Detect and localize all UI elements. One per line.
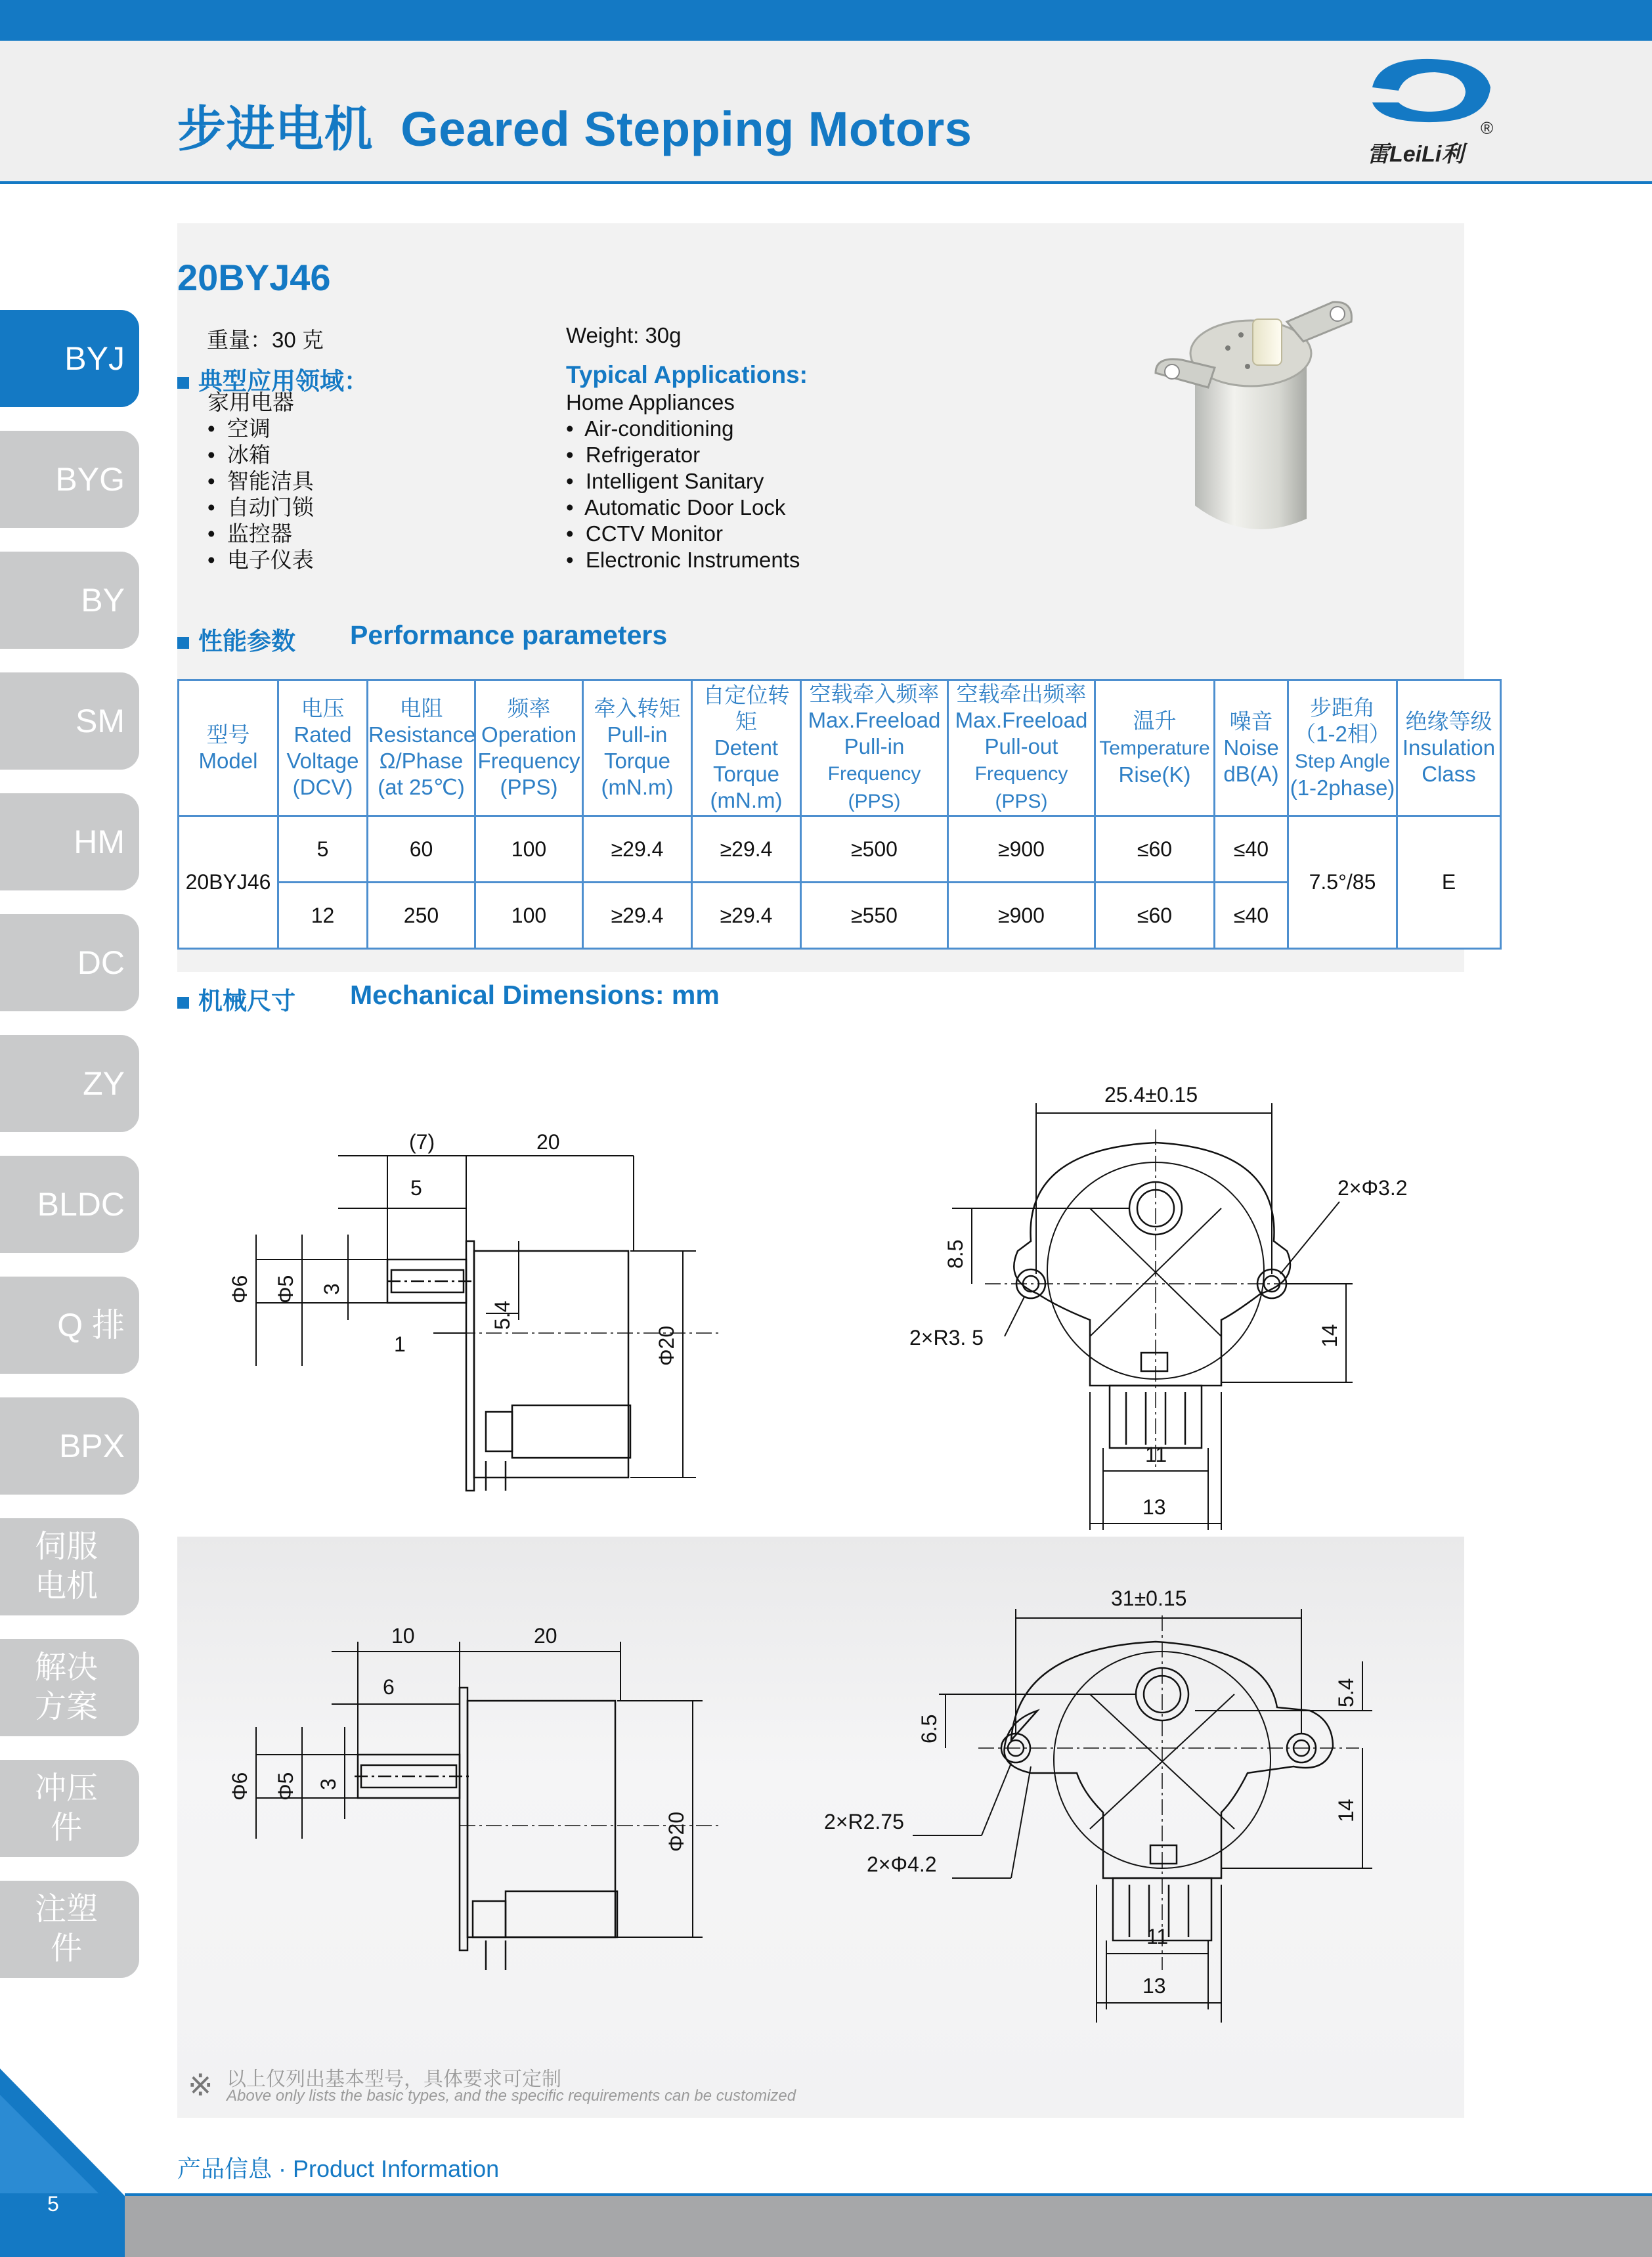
- perf-title-cn: [177, 621, 295, 657]
- header-line: 绝缘等级: [1405, 709, 1492, 734]
- apps-cn-head: 家用电器: [207, 390, 294, 414]
- header-line: Detent: [714, 735, 779, 760]
- sidebar-item-bpx[interactable]: [0, 1397, 139, 1495]
- cell-step-angle: 7.5°/85: [1288, 816, 1397, 949]
- rivet-icon: [1225, 345, 1230, 351]
- header-line: Pull-in: [844, 734, 905, 758]
- dim-label: 31±0.15: [1111, 1587, 1187, 1610]
- sidebar-label: SM: [76, 703, 125, 739]
- header-line: Noise: [1223, 735, 1279, 760]
- header-line: 自定位转矩: [703, 683, 790, 734]
- motor-flange: [1014, 1143, 1290, 1386]
- app-cn-item: 自动门锁: [227, 495, 314, 519]
- dim-label: 14: [1318, 1324, 1341, 1348]
- logo-registered: ®: [1481, 118, 1494, 138]
- table-row: [179, 816, 1501, 883]
- drawing-front-view-1: [893, 1077, 1408, 1537]
- list-item: • 自动门锁: [207, 495, 314, 519]
- sidebar-item-sm[interactable]: [0, 672, 139, 770]
- list-item: • Intelligent Sanitary: [566, 469, 764, 493]
- col-header-model: [179, 680, 278, 816]
- apps-list-en: [566, 389, 800, 573]
- table-cell: ≥900: [948, 816, 1095, 883]
- perf-title-en: Performance parameters: [350, 620, 668, 650]
- header-line: 空载牵出频率: [956, 682, 1087, 706]
- mount-hole-icon: [1165, 364, 1179, 379]
- list-item: • Air-conditioning: [566, 416, 734, 441]
- header-line: 型号: [206, 722, 250, 747]
- dim-label: 3: [316, 1778, 340, 1790]
- drawing-side-view-1: [197, 1103, 722, 1510]
- title-cn: 步进电机: [177, 102, 373, 156]
- app-cn-item: 智能洁具: [227, 469, 314, 493]
- list-item: • 冰箱: [207, 443, 271, 467]
- terminal-block: [506, 1891, 617, 1937]
- motor-outline: [985, 1129, 1353, 1471]
- logo-swoosh: [1372, 59, 1490, 122]
- header-line: 空载牵入频率: [809, 682, 940, 706]
- sidebar-item-injection[interactable]: [0, 1881, 139, 1978]
- sidebar-label: 冲压 件: [34, 1771, 98, 1845]
- logo-brand-text: 雷LeiLi利: [1367, 142, 1464, 167]
- app-en-item: Refrigerator: [585, 443, 701, 467]
- page-title: [177, 91, 972, 160]
- app-cn-item: 空调: [227, 416, 271, 441]
- square-bullet-icon: [177, 377, 189, 389]
- table-cell: ≤40: [1215, 883, 1288, 949]
- dimension-labels: [228, 1624, 688, 1852]
- sidebar-item-dc[interactable]: [0, 914, 139, 1011]
- col-header-pullin-freq: [801, 680, 948, 816]
- col-header-frequency: [475, 680, 583, 816]
- sidebar-item-bldc[interactable]: [0, 1156, 139, 1253]
- cell-model: 20BYJ46: [179, 816, 278, 949]
- col-header-step-angle: [1288, 680, 1397, 816]
- connector: [486, 1412, 512, 1451]
- sidebar-label: 伺服 电机: [34, 1529, 98, 1604]
- flange-plate: [460, 1688, 467, 1950]
- table-header-row: [179, 680, 1501, 816]
- title-en: Geared Stepping Motors: [401, 102, 972, 156]
- brand-logo: [1353, 51, 1504, 169]
- table-cell: 100: [475, 816, 583, 883]
- sidebar-label: Q 排: [57, 1307, 125, 1344]
- header-line: (at 25℃): [378, 775, 465, 799]
- dim-label: 11: [1146, 1925, 1169, 1948]
- table-cell: 100: [475, 883, 583, 949]
- header-line: Torque: [604, 749, 670, 773]
- sidebar-item-q[interactable]: [0, 1277, 139, 1374]
- dim-label: Φ5: [274, 1275, 297, 1304]
- app-en-item: Air-conditioning: [584, 416, 734, 441]
- sidebar-item-servo[interactable]: [0, 1518, 139, 1615]
- terminal-block: [512, 1405, 630, 1458]
- sidebar-item-byg[interactable]: [0, 431, 139, 528]
- header-line: 噪音: [1229, 709, 1273, 734]
- motor-photo: [1142, 282, 1392, 565]
- header-line: (PPS): [500, 775, 558, 799]
- list-item: • 电子仪表: [207, 548, 314, 572]
- app-cn-item: 冰箱: [227, 443, 271, 467]
- header-line: Step Angle: [1294, 751, 1391, 772]
- motor-body: [474, 1251, 628, 1478]
- table-cell: ≤60: [1095, 883, 1215, 949]
- header-line: Temperature: [1099, 737, 1210, 759]
- sidebar-item-stamping[interactable]: [0, 1760, 139, 1857]
- table-cell: ≤60: [1095, 816, 1215, 883]
- list-item: • 智能洁具: [207, 469, 314, 493]
- header-line: 电压: [301, 696, 345, 720]
- dim-label: 10: [391, 1624, 415, 1648]
- leader-line: [1005, 1297, 1024, 1336]
- dimension-labels: [909, 1083, 1408, 1519]
- header-line: dB(A): [1223, 762, 1279, 786]
- page-number: 5: [47, 2192, 59, 2216]
- rivet-icon: [1245, 364, 1250, 369]
- flange-plate: [466, 1241, 474, 1491]
- dim-label: 2×R3. 5: [909, 1326, 984, 1349]
- sidebar-item-by[interactable]: [0, 552, 139, 649]
- corner-shape-light: [0, 2095, 98, 2193]
- header-line: Frequency: [477, 749, 580, 773]
- header-line: 温升: [1133, 709, 1177, 733]
- app-cn-item: 电子仪表: [227, 548, 314, 572]
- dim-label: 5.4: [490, 1300, 514, 1330]
- col-header-voltage: [278, 680, 368, 816]
- header-line: Torque: [713, 762, 779, 786]
- dim-label: 20: [536, 1130, 560, 1154]
- leader-line: [982, 1763, 1011, 1835]
- header-line: (mN.m): [601, 775, 674, 799]
- dimension-labels: [228, 1130, 678, 1366]
- table-cell: ≥29.4: [583, 816, 692, 883]
- apps-title-en: Typical Applications:: [566, 361, 808, 388]
- sidebar-label: BPX: [58, 1428, 125, 1464]
- header-line: Max.Freeload: [808, 708, 941, 732]
- header-line: 频率: [507, 696, 551, 720]
- col-header-resistance: [368, 680, 475, 816]
- sidebar-label: 解决 方案: [34, 1650, 98, 1724]
- sidebar-label: BYG: [55, 461, 125, 498]
- dim-label: 25.4±0.15: [1104, 1083, 1198, 1107]
- table-cell: 5: [278, 816, 368, 883]
- dim-label: 2×R2.75: [824, 1810, 904, 1833]
- table-cell: ≥29.4: [583, 883, 692, 949]
- mech-title-cn-text: 机械尺寸: [198, 988, 295, 1015]
- dimension-lines: [913, 1609, 1372, 2023]
- footer-label: 产品信息 · Product Information: [177, 2155, 500, 2182]
- list-item: • CCTV Monitor: [566, 521, 723, 546]
- table-cell: ≥550: [801, 883, 948, 949]
- sidebar-label: BYJ: [64, 340, 125, 377]
- apps-list-cn: [207, 389, 314, 573]
- label-plate: [1150, 1845, 1177, 1864]
- table-cell: ≤40: [1215, 816, 1288, 883]
- leader-line: [1011, 1766, 1031, 1878]
- connector: [473, 1901, 506, 1937]
- col-header-detent-torque: [692, 680, 801, 816]
- dim-label: 8.5: [944, 1239, 967, 1269]
- header-line: Class: [1422, 762, 1476, 786]
- footer-bar: [0, 2196, 1652, 2257]
- apps-en-head: Home Appliances: [566, 390, 735, 414]
- mech-title-cn: [177, 981, 295, 1017]
- sidebar-item-hm[interactable]: [0, 793, 139, 890]
- cell-insulation: E: [1397, 816, 1501, 949]
- sidebar-label: DC: [77, 944, 125, 981]
- dim-label: 13: [1142, 1974, 1166, 1998]
- header-line: 牵入转矩: [594, 696, 681, 720]
- list-item: • Refrigerator: [566, 443, 701, 467]
- dim-label: 14: [1334, 1799, 1358, 1822]
- col-header-pullin-torque: [583, 680, 692, 816]
- header-line: Insulation: [1402, 735, 1496, 760]
- header-line: Voltage: [286, 749, 359, 773]
- reference-mark-icon: ※: [188, 2068, 213, 2102]
- header-line: 电阻: [399, 696, 443, 720]
- top-accent-bar: [0, 0, 1652, 41]
- dim-label: 13: [1142, 1495, 1166, 1519]
- dim-label: Φ5: [274, 1772, 297, 1801]
- app-en-item: Electronic Instruments: [585, 548, 800, 572]
- sidebar-label: BLDC: [37, 1186, 125, 1223]
- header-line: Rated: [293, 722, 352, 747]
- col-header-insulation: [1397, 680, 1501, 816]
- dim-label: Φ20: [655, 1325, 678, 1366]
- leader-line: [1280, 1202, 1339, 1274]
- header-line: Operation: [481, 722, 576, 747]
- apps-title-cn-text: 典型应用领域：: [198, 368, 368, 395]
- sidebar-item-solutions[interactable]: [0, 1639, 139, 1736]
- footnote-cn: 以上仅列出基本型号，具体要求可定制: [227, 2069, 561, 2090]
- list-item: • 监控器: [207, 521, 292, 546]
- app-en-item: Automatic Door Lock: [584, 495, 786, 519]
- square-bullet-icon: [177, 997, 189, 1009]
- table-cell: ≥900: [948, 883, 1095, 949]
- perf-title-cn-text: 性能参数: [198, 628, 295, 655]
- product-model: 20BYJ46: [177, 257, 331, 298]
- mech-title-en: Mechanical Dimensions: mm: [350, 980, 720, 1010]
- header-line: (1-2phase): [1290, 776, 1395, 800]
- table-cell: 12: [278, 883, 368, 949]
- list-item: • Electronic Instruments: [566, 548, 800, 572]
- col-header-temp-rise: [1095, 680, 1215, 816]
- sidebar-label: HM: [74, 823, 125, 860]
- header-line: Model: [198, 749, 258, 773]
- table-cell: ≥500: [801, 816, 948, 883]
- dim-label: 20: [534, 1624, 557, 1648]
- header-line: Frequency (PPS): [827, 763, 921, 812]
- header-line: Pull-in: [607, 722, 668, 747]
- table-cell: 60: [368, 816, 475, 883]
- mount-hole-icon: [1330, 307, 1345, 321]
- dim-label: 5.4: [1334, 1678, 1358, 1707]
- square-bullet-icon: [177, 637, 189, 649]
- table-cell: 250: [368, 883, 475, 949]
- dim-label: Φ6: [228, 1275, 251, 1304]
- footer-corner-triangle: [0, 2069, 131, 2257]
- dim-label: 3: [320, 1283, 343, 1295]
- weight-cn: 重量：30 克: [207, 328, 324, 352]
- header-line: Pull-out: [984, 734, 1058, 758]
- weight-en: Weight: 30g: [566, 323, 682, 347]
- header-line: Ω/Phase: [379, 749, 464, 773]
- dim-label: 5: [410, 1176, 422, 1200]
- dim-label: 6: [383, 1675, 395, 1699]
- header-line: (DCV): [292, 775, 353, 799]
- label-plate: [1141, 1353, 1167, 1371]
- header-line: Resistance: [368, 722, 476, 747]
- dim-label: Φ6: [228, 1772, 251, 1801]
- sidebar-item-byj[interactable]: [0, 310, 139, 407]
- list-item: • Automatic Door Lock: [566, 495, 786, 519]
- col-header-noise: [1215, 680, 1288, 816]
- header-line: 步距角: [1310, 695, 1375, 720]
- header-line: Rise(K): [1118, 762, 1191, 787]
- table-cell: ≥29.4: [692, 816, 801, 883]
- app-en-item: CCTV Monitor: [585, 521, 723, 546]
- drawing-front-view-2: [814, 1576, 1392, 2036]
- dim-label: 2×Φ4.2: [867, 1852, 937, 1876]
- header-line: Frequency (PPS): [974, 763, 1068, 812]
- dim-label: (7): [409, 1130, 435, 1154]
- dim-label: 6.5: [917, 1714, 941, 1743]
- sidebar-item-zy[interactable]: [0, 1035, 139, 1132]
- dim-label: 11: [1145, 1443, 1167, 1466]
- header-line: Max.Freeload: [955, 708, 1088, 732]
- dim-label: 2×Φ3.2: [1337, 1176, 1408, 1200]
- dim-label: 1: [394, 1332, 406, 1356]
- list-item: • 空调: [207, 416, 271, 441]
- table-cell: ≥29.4: [692, 883, 801, 949]
- sidebar-label: BY: [81, 582, 125, 619]
- drawing-side-view-2: [197, 1602, 722, 2009]
- dimension-labels: [824, 1587, 1358, 1998]
- header-line: (mN.m): [710, 788, 783, 812]
- sidebar-label: 注塑 件: [34, 1892, 98, 1966]
- sidebar-label: ZY: [83, 1065, 125, 1102]
- motor-shaft: [1253, 319, 1282, 365]
- header-line: （1-2相）: [1294, 722, 1391, 746]
- app-en-item: Intelligent Sanitary: [585, 469, 764, 493]
- performance-table: [177, 679, 1502, 950]
- footnote-en: Above only lists the basic types, and the specific requirements can be customized: [227, 2087, 796, 2105]
- app-cn-item: 监控器: [227, 521, 292, 546]
- rivet-icon: [1238, 332, 1244, 338]
- dim-label: Φ20: [664, 1811, 688, 1852]
- col-header-pullout-freq: [948, 680, 1095, 816]
